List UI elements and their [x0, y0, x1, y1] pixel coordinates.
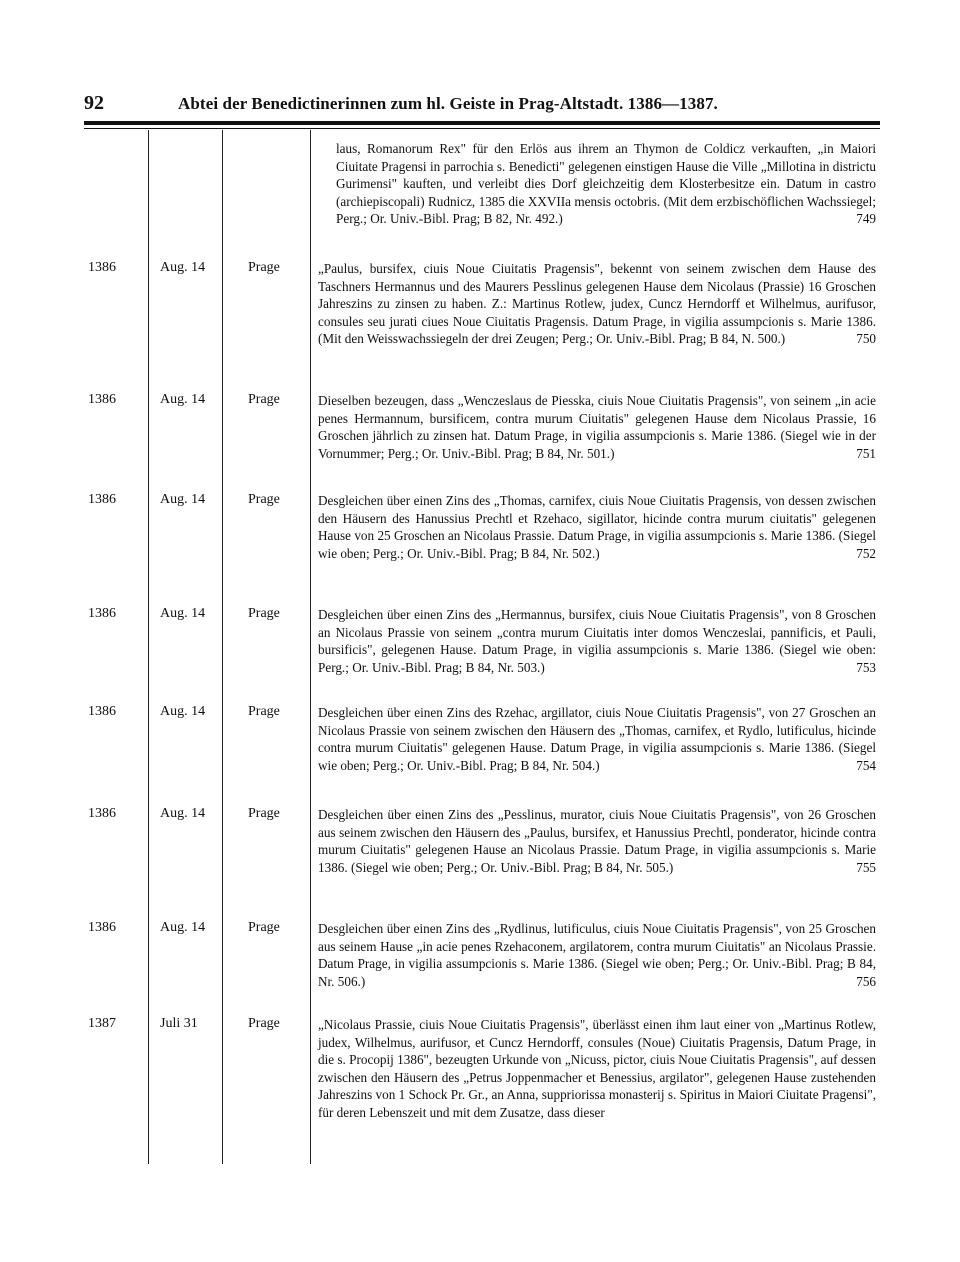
- entry-date: Juli 31: [160, 1016, 198, 1031]
- entry-year: 1386: [88, 606, 116, 621]
- page-number: 92: [84, 92, 104, 114]
- entry-place: Prage: [248, 704, 280, 719]
- entry-place: Prage: [248, 1016, 280, 1031]
- entry-date: Aug. 14: [160, 606, 206, 621]
- entry-text: laus, Romanorum Rex" für den Erlös aus ihrem an Thymon de Coldicz verkauften, „in Maiori Ciuitate Pragensi in parrochia s. Benedicti" gelegenen einstigen Hause die Ville „Millotina in districtu Gurimensi" kauften, und verleibt dies Dorf gleichzeitig dem Klosterbesitze ein. Datum in castro (archiepiscopali) Rudnicz, 1385 die XXVIIa mensis octobris. (Mit dem erzbischöflichen Wachssiegel; Perg.; Or. Univ.-Bibl. Prag; B 82, Nr. 492.) 749: [336, 141, 876, 227]
- header-rule-thick: [84, 121, 880, 125]
- entry-date: Aug. 14: [160, 920, 206, 935]
- entry-place: Prage: [248, 392, 280, 407]
- entry-year: 1386: [88, 392, 116, 407]
- entry-number: 750: [856, 331, 876, 347]
- entry-number: 752: [856, 545, 876, 561]
- entry-year: 1386: [88, 806, 116, 821]
- entry-number: 751: [856, 445, 876, 461]
- page-title: Abtei der Benedictinerinnen zum hl. Geiste in Prag-Altstadt. 1386—1387.: [178, 94, 718, 113]
- entry-place: Prage: [248, 260, 280, 275]
- column-divider-year: [148, 130, 149, 1164]
- entry-text: „Paulus, bursifex, ciuis Noue Ciuitatis Pragensis", bekennt von seinem zwischen dem Hause des Taschners Hermannus und des Maurers Pesslinus gelegenen Hause dem Nicolaus (Prassie) 16 Groschen Jahreszins zu zinsen zu haben. Z.: Martinus Rotlew, judex, Cuncz Herndorff et Wilhelmus, aurifusor, consules seu jurati ciues Noue Ciuitatis Pragensis. Datum Prage, in vigilia assumpcionis s. Marie 1386. (Mit den Weisswachssiegeln der drei Zeugen; Perg.; Or. Univ.-Bibl. Prag; B 84, N. 500.) 750: [318, 261, 876, 347]
- entry-year: 1386: [88, 704, 116, 719]
- entry-place: Prage: [248, 492, 280, 507]
- entry-number: 755: [856, 859, 876, 875]
- header-rule-thin: [84, 128, 880, 129]
- entry-date: Aug. 14: [160, 806, 206, 821]
- entry-place: Prage: [248, 606, 280, 621]
- entry-text: Desgleichen über einen Zins des „Hermannus, bursifex, ciuis Noue Ciuitatis Pragensis", von 8 Groschen an Nicolaus Prassie von seinem „contra murum Ciuitatis inter domos Wenczeslai, pannificis, et Pauli, bursificis", gelegenen Hause. Datum Prage, in vigilia assumpcionis s. Marie 1386. (Siegel wie oben: Perg.; Or. Univ.-Bibl. Prag; B 84, Nr. 503.) 753: [318, 607, 876, 675]
- entry-text: „Nicolaus Prassie, ciuis Noue Ciuitatis Pragensis", überlässt einen ihm laut einer von „Martinus Rotlew, judex, Wilhelmus, aurifusor, et Cuncz Herndorff, consules (Noue) Ciuitatis Pragensis, Datum Prage, in die s. Procopij 1386", bezeugten Urkunde von „Nicuss, pictor, ciuis Noue Ciuitatis Pragensis", auf dessen zwischen den Häusern des „Petrus Joppenmacher et Benessius, argilator", gelegenen Hause zustehenden Jahreszins von 1 Schock Pr. Gr., an Anna, suppriorissa monasterij s. Spiritus in Maiori Ciuitate Pragensi", für deren Lebenszeit und mit dem Zusatze, dass dieser: [318, 1017, 876, 1120]
- column-divider-place: [310, 130, 311, 1164]
- entry-text: Desgleichen über einen Zins des „Pesslinus, murator, ciuis Noue Ciuitatis Pragensis", von 26 Groschen aus seinem zwischen den Häusern des „Paulus, bursifex, et Hanussius Prechtl, ponderator, hicinde contra murum Ciuitatis" gelegenen Hause an Nicolaus Prassie. Datum Prage, in vigilia assumpcionis s. Marie 1386. (Siegel wie oben; Perg.; Or. Univ.-Bibl. Prag; B 84, Nr. 505.) 755: [318, 807, 876, 875]
- entry-date: Aug. 14: [160, 492, 206, 507]
- running-header: [84, 92, 880, 116]
- entry-text: Dieselben bezeugen, dass „Wenczeslaus de Piesska, ciuis Noue Ciuitatis Pragensis", von seinem „in acie penes Hermannum, bursificem, contra murum Ciuitatis" gelegenen Hause dem Nicolaus Prassie, 16 Groschen jährlich zu zinsen hat. Datum Prage, in vigilia assumpcionis s. Marie 1386. (Siegel wie in der Vornummer; Perg.; Or. Univ.-Bibl. Prag; B 84, Nr. 501.) 751: [318, 393, 876, 461]
- entry-place: Prage: [248, 806, 280, 821]
- column-divider-date: [222, 130, 223, 1164]
- entry-date: Aug. 14: [160, 392, 206, 407]
- entry-year: 1387: [88, 1016, 116, 1031]
- entry-text: Desgleichen über einen Zins des „Rydlinus, lutificulus, ciuis Noue Ciuitatis Pragensis", von 25 Groschen aus seinem Hause „in acie penes Rzehaconem, argilatorem, contra murum Ciuitatis" an Nicolaus Prassie. Datum Prage, in vigilia assumpcionis s. Marie 1386. (Siegel wie oben; Perg.; Or. Univ.-Bibl. Prag; B 84, Nr. 506.) 756: [318, 921, 876, 989]
- entry-year: 1386: [88, 492, 116, 507]
- entry-year: 1386: [88, 260, 116, 275]
- entry-text: Desgleichen über einen Zins des „Thomas, carnifex, ciuis Noue Ciuitatis Pragensis, von dessen zwischen den Häusern des Hanussius Prechtl et Rzehaco, sigillator, hicinde contra murum ciuitatis" gelegenen Hause von 25 Groschen an Nicolaus Prassie. Datum Prage, in vigilia assumpcionis s. Marie 1386. (Siegel wie oben; Perg.; Or. Univ.-Bibl. Prag; B 84, Nr. 502.) 752: [318, 493, 876, 561]
- entry-number: 753: [856, 659, 876, 675]
- entry-date: Aug. 14: [160, 260, 206, 275]
- entry-number: 754: [856, 757, 876, 773]
- entry-date: Aug. 14: [160, 704, 206, 719]
- entry-text: Desgleichen über einen Zins des Rzehac, argillator, ciuis Noue Ciuitatis Pragensis", von 27 Groschen an Nicolaus Prassie von seinem zwischen den Häusern des „Thomas, carnifex, et Rydlo, lutificulus, hicinde contra murum Ciuitatis" gelegenen Hause. Datum Prage, in vigilia assumpcionis s. Marie 1386. (Siegel wie oben; Perg.; Or. Univ.-Bibl. Prag; B 84, Nr. 504.) 754: [318, 705, 876, 773]
- entry-number: 749: [856, 211, 876, 227]
- entry-year: 1386: [88, 920, 116, 935]
- entry-number: 756: [856, 973, 876, 989]
- entry-place: Prage: [248, 920, 280, 935]
